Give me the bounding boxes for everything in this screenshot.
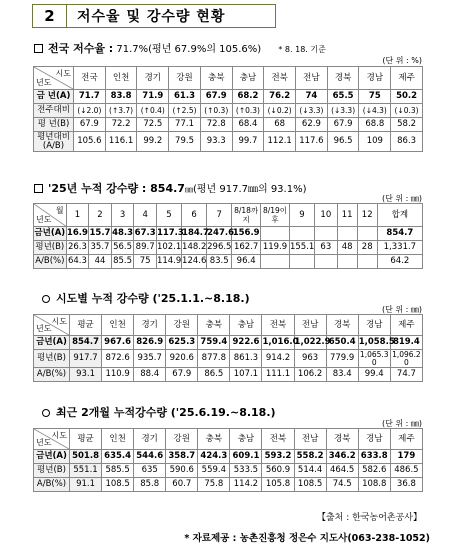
table-cell: 1,022.9	[294, 336, 326, 350]
table-cell: 48.3	[111, 227, 134, 241]
table-cell: 28	[357, 241, 377, 255]
column-header: 인천	[105, 67, 137, 90]
table-cell: (↓0.3)	[391, 104, 423, 118]
table-cell: 635	[134, 464, 166, 478]
table-cell: 854.7	[377, 227, 422, 241]
column-header: 2	[89, 204, 112, 227]
table-cell	[261, 227, 290, 241]
table-cell: 93.3	[200, 132, 232, 152]
reservoir-table	[33, 66, 423, 152]
row-label: A/B(%)	[34, 368, 70, 382]
table-cell: 501.8	[70, 450, 102, 464]
table-cell: 551.1	[70, 464, 102, 478]
table-cell: 16.9	[66, 227, 89, 241]
column-header: 7	[207, 204, 232, 227]
table-corner	[34, 429, 70, 450]
table-cell	[357, 227, 377, 241]
square-bullet-icon	[34, 184, 43, 193]
table-cell: 109	[359, 132, 391, 152]
table-cell: 61.3	[169, 90, 201, 104]
table-cell: 1,096.2 0	[392, 349, 421, 367]
column-header: 전남	[294, 429, 326, 450]
table-row	[34, 464, 423, 478]
corner-top-label: 월	[55, 206, 64, 215]
s2-mm: ㎜	[184, 185, 193, 194]
s3-title: 시도별 누적 강수량 ('25.1.1.~8.18.)	[56, 292, 250, 305]
table-row	[34, 368, 423, 382]
table-header-row	[34, 204, 423, 227]
contact-note: * 자료제공 : 농촌진흥청 정은수 지도사(063-238-1052)	[184, 533, 430, 544]
table-cell: 1,331.7	[377, 241, 422, 255]
corner-bottom-label: 년도	[36, 438, 52, 447]
table-cell: 967.6	[102, 336, 134, 350]
table-cell: 26.3	[66, 241, 89, 255]
table-row	[34, 104, 423, 118]
table-cell: 72.2	[105, 118, 137, 132]
table-cell: 75	[134, 255, 157, 269]
table-cell	[261, 255, 290, 269]
table-cell: 358.7	[166, 450, 198, 464]
column-header: 전북	[264, 67, 296, 90]
table-cell: 83.5	[207, 255, 232, 269]
column-header: 충남	[232, 67, 264, 90]
table-cell: 102.1	[156, 241, 181, 255]
table-row	[34, 255, 423, 269]
table-cell: 582.6	[358, 464, 390, 478]
column-header: 제주	[390, 315, 422, 336]
table-cell: 779.9	[326, 350, 358, 368]
table-cell: 117.3	[156, 227, 181, 241]
row-label: 금년(A)	[34, 227, 67, 241]
table-cell: 914.2	[262, 350, 294, 368]
table-cell: 74.7	[390, 368, 422, 382]
column-header: 인천	[102, 315, 134, 336]
table-cell: 558.2	[294, 450, 326, 464]
table-cell: 633.8	[358, 450, 390, 464]
column-header: 합계	[377, 204, 422, 227]
table-row	[34, 90, 423, 104]
column-header: 5	[156, 204, 181, 227]
table-cell: (↑0.4)	[137, 104, 169, 118]
table-cell: 77.1	[169, 118, 201, 132]
table-cell: 105.8	[262, 478, 294, 492]
s1-heading	[34, 40, 326, 56]
table-cell: 114.2	[230, 478, 262, 492]
table-cell: 560.9	[262, 464, 294, 478]
row-label: A/B(%)	[34, 255, 67, 269]
table-cell: 609.1	[230, 450, 262, 464]
table-cell: 67.9	[166, 368, 198, 382]
column-header: 강원	[166, 429, 198, 450]
table-cell: 108.5	[102, 478, 134, 492]
table-row	[34, 450, 423, 464]
s2-heading	[34, 180, 307, 196]
table-cell: 1,016.0	[262, 336, 294, 350]
table-cell: 111.1	[262, 368, 294, 382]
table-cell: 74.5	[326, 478, 358, 492]
table-cell: 96.5	[327, 132, 359, 152]
column-header: 강원	[166, 315, 198, 336]
table-row	[34, 478, 423, 492]
table-cell: 85.8	[134, 478, 166, 492]
table-cell: 86.3	[391, 132, 423, 152]
table-cell	[315, 255, 338, 269]
column-header: 제주	[390, 429, 422, 450]
table-corner	[34, 67, 74, 90]
section-title: 저수율 및 강수량 현황	[77, 9, 226, 25]
s1-title: 전국 저수율 :	[48, 42, 114, 55]
table-cell: 514.4	[294, 464, 326, 478]
table-cell: 67.9	[74, 118, 106, 132]
table-cell: 148.2	[182, 241, 207, 255]
table-cell: (↑0.3)	[232, 104, 264, 118]
table-cell: 72.8	[200, 118, 232, 132]
source-note: 【출처 : 한국농어촌공사】	[316, 513, 422, 523]
table-cell: 89.7	[134, 241, 157, 255]
column-header: 경남	[358, 315, 390, 336]
table-cell: 99.2	[137, 132, 169, 152]
column-header: 제주	[391, 67, 423, 90]
table-cell: 88.4	[134, 368, 166, 382]
table-cell: 585.5	[102, 464, 134, 478]
table-cell: 544.6	[134, 450, 166, 464]
table-cell: 110.9	[102, 368, 134, 382]
table-cell	[337, 227, 357, 241]
section-header	[32, 4, 276, 28]
column-header: 전북	[262, 315, 294, 336]
column-header: 경남	[358, 429, 390, 450]
table-cell: 759.4	[198, 336, 230, 350]
table-cell: 85.5	[111, 255, 134, 269]
table-cell: 119.9	[261, 241, 290, 255]
column-header: 평균	[70, 429, 102, 450]
column-header: 12	[357, 204, 377, 227]
table-row	[34, 350, 423, 368]
table-cell: 625.3	[166, 336, 198, 350]
table-header-row	[34, 429, 423, 450]
s4-heading	[42, 404, 276, 420]
table-cell: 533.5	[230, 464, 262, 478]
table-cell: 112.1	[264, 132, 296, 152]
table-cell	[289, 227, 314, 241]
table-row	[34, 118, 423, 132]
table-header-row	[34, 67, 423, 90]
table-cell: 58.2	[391, 118, 423, 132]
table-cell: (↓4.3)	[359, 104, 391, 118]
table-cell: 424.3	[198, 450, 230, 464]
table-cell: (↓2.0)	[74, 104, 106, 118]
column-header: 경북	[326, 315, 358, 336]
table-cell: 68.2	[232, 90, 264, 104]
s4-title: 최근 2개월 누적강수량 ('25.6.19.~8.18.)	[56, 406, 276, 419]
table-cell: 559.4	[198, 464, 230, 478]
table-cell: 872.6	[102, 350, 134, 368]
table-cell: 114.9	[156, 255, 181, 269]
section-number: 2	[33, 5, 67, 27]
column-header: 충북	[198, 315, 230, 336]
table-cell: 99.4	[358, 368, 390, 382]
table-cell: 68.4	[232, 118, 264, 132]
table-cell: 67.9	[327, 118, 359, 132]
corner-top-label: 시도	[55, 69, 71, 78]
column-header: 충북	[198, 429, 230, 450]
row-label: 금 년(A)	[34, 90, 74, 104]
column-header: 충북	[200, 67, 232, 90]
table-cell	[289, 255, 314, 269]
table-cell: 72.5	[137, 118, 169, 132]
s2-unit: (단 위 : ㎜)	[381, 194, 422, 203]
row-label: 전주대비	[34, 104, 74, 118]
table-cell: (↓3.3)	[327, 104, 359, 118]
table-cell: 464.5	[326, 464, 358, 478]
table-cell: 63	[315, 241, 338, 255]
column-header: 경기	[137, 67, 169, 90]
corner-bottom-label: 년도	[36, 78, 52, 87]
column-header: 충남	[230, 429, 262, 450]
table-cell: 35.7	[89, 241, 112, 255]
table-cell: 107.1	[230, 368, 262, 382]
row-label: 평년(B)	[34, 350, 70, 368]
column-header: 전북	[262, 429, 294, 450]
square-bullet-icon	[34, 44, 43, 53]
table-cell: (↑0.3)	[200, 104, 232, 118]
s1-date: * 8. 18. 기준	[278, 45, 326, 54]
table-cell	[337, 255, 357, 269]
column-header: 강원	[169, 67, 201, 90]
s2-title: '25년 누적 강수량 : 854.7	[48, 182, 185, 195]
table-cell: (↓0.2)	[264, 104, 296, 118]
table-cell: 68.8	[359, 118, 391, 132]
table-cell	[357, 255, 377, 269]
column-header: 4	[134, 204, 157, 227]
table-cell: 96.4	[232, 255, 261, 269]
table-row	[34, 132, 423, 152]
table-cell: 1,058.5	[358, 336, 390, 350]
table-cell: 62.9	[296, 118, 328, 132]
table-cell: 79.5	[169, 132, 201, 152]
table-cell: 75	[359, 90, 391, 104]
table-cell: 116.1	[105, 132, 137, 152]
column-header: 경북	[326, 429, 358, 450]
table-cell: 346.2	[326, 450, 358, 464]
table-cell: 68	[264, 118, 296, 132]
corner-top-label: 시도	[51, 317, 67, 326]
table-cell: 854.7	[70, 336, 102, 350]
table-corner	[34, 204, 67, 227]
column-header: 전남	[296, 67, 328, 90]
table-cell: 1,065.3 0	[359, 349, 389, 367]
corner-top-label: 시도	[51, 431, 67, 440]
table-cell: 922.6	[230, 336, 262, 350]
table-cell: 91.1	[70, 478, 102, 492]
table-cell: (↑2.5)	[169, 104, 201, 118]
column-header: 10	[315, 204, 338, 227]
corner-bottom-label: 년도	[36, 324, 52, 333]
s1-value: 71.7%(평년 67.9%의 105.6%)	[116, 44, 262, 55]
table-cell: 74	[296, 90, 328, 104]
row-label: 평 년(B)	[34, 118, 74, 132]
table-cell	[315, 227, 338, 241]
column-header: 전남	[294, 315, 326, 336]
column-header: 11	[337, 204, 357, 227]
table-cell: 155.1	[289, 241, 314, 255]
table-cell: 67.9	[200, 90, 232, 104]
table-cell: 156.9	[232, 227, 261, 241]
table-cell: 105.6	[74, 132, 106, 152]
table-cell: 650.4	[326, 336, 358, 350]
table-cell: 590.6	[166, 464, 198, 478]
table-cell: 56.5	[111, 241, 134, 255]
row-label: A/B(%)	[34, 478, 70, 492]
row-label: 금년(A)	[34, 336, 70, 350]
table-cell: 819.4	[390, 336, 422, 350]
table-cell: 99.7	[232, 132, 264, 152]
table-row	[34, 336, 423, 350]
table-cell: 75.8	[198, 478, 230, 492]
column-header: 3	[111, 204, 134, 227]
monthly-precip-table	[33, 203, 423, 269]
column-header: 전국	[74, 67, 106, 90]
table-cell: 296.5	[207, 241, 232, 255]
table-cell: 60.7	[166, 478, 198, 492]
table-cell: 920.6	[166, 350, 198, 368]
column-header: 경북	[327, 67, 359, 90]
s2-value: (평년 917.7㎜의 93.1%)	[192, 184, 307, 195]
row-label: 평년(B)	[34, 241, 67, 255]
table-cell: 124.6	[182, 255, 207, 269]
table-cell: 93.1	[70, 368, 102, 382]
s3-heading	[42, 290, 250, 306]
table-cell: 48	[337, 241, 357, 255]
s3-unit: (단 위 : ㎜)	[381, 305, 422, 314]
table-cell: 36.8	[390, 478, 422, 492]
table-cell: 635.4	[102, 450, 134, 464]
table-cell: 877.8	[198, 350, 230, 368]
corner-bottom-label: 년도	[36, 215, 52, 224]
table-row	[34, 241, 423, 255]
regional-precip-table	[33, 314, 423, 382]
circle-bullet-icon	[42, 295, 50, 303]
table-cell: 826.9	[134, 336, 166, 350]
table-cell: 117.6	[296, 132, 328, 152]
table-cell: 86.5	[198, 368, 230, 382]
table-cell: 917.7	[70, 350, 102, 368]
column-header: 8/18까지	[232, 204, 261, 227]
column-header: 9	[289, 204, 314, 227]
table-cell: 184.7	[182, 227, 207, 241]
column-header: 경남	[359, 67, 391, 90]
table-cell: 963	[294, 350, 326, 368]
table-cell: 67.3	[134, 227, 157, 241]
table-cell: 106.2	[294, 368, 326, 382]
row-label: 금년(A)	[34, 450, 70, 464]
column-header: 6	[182, 204, 207, 227]
table-cell: 162.7	[232, 241, 261, 255]
recent-precip-table	[33, 428, 423, 492]
table-cell: 247.6	[207, 227, 232, 241]
column-header: 경기	[134, 429, 166, 450]
column-header: 1	[66, 204, 89, 227]
table-cell: 76.2	[264, 90, 296, 104]
table-cell: 179	[390, 450, 422, 464]
table-cell: 64.3	[66, 255, 89, 269]
circle-bullet-icon	[42, 409, 50, 417]
table-cell: 71.7	[74, 90, 106, 104]
column-header: 평균	[70, 315, 102, 336]
table-corner	[34, 315, 70, 336]
table-cell: 593.2	[262, 450, 294, 464]
table-cell: 15.7	[89, 227, 112, 241]
table-cell: 108.8	[358, 478, 390, 492]
row-label: 평년대비(A/B)	[34, 132, 74, 152]
table-cell: 861.3	[230, 350, 262, 368]
column-header: 인천	[102, 429, 134, 450]
column-header: 충남	[230, 315, 262, 336]
table-cell: 64.2	[377, 255, 422, 269]
table-cell: 44	[89, 255, 112, 269]
table-header-row	[34, 315, 423, 336]
table-cell: 83.8	[105, 90, 137, 104]
table-cell: 50.2	[391, 90, 423, 104]
table-row	[34, 227, 423, 241]
table-cell: 935.7	[134, 350, 166, 368]
column-header: 경기	[134, 315, 166, 336]
column-header: 8/19이후	[261, 204, 290, 227]
table-cell: 71.9	[137, 90, 169, 104]
table-cell: 486.5	[390, 464, 422, 478]
table-cell: 65.5	[327, 90, 359, 104]
table-cell: (↓3.3)	[296, 104, 328, 118]
table-cell: (↑3.7)	[105, 104, 137, 118]
table-cell: 108.5	[294, 478, 326, 492]
s4-unit: (단 위 : ㎜)	[381, 419, 422, 428]
s1-unit: (단 위 : %)	[382, 56, 422, 65]
table-cell: 83.4	[326, 368, 358, 382]
row-label: 평년(B)	[34, 464, 70, 478]
